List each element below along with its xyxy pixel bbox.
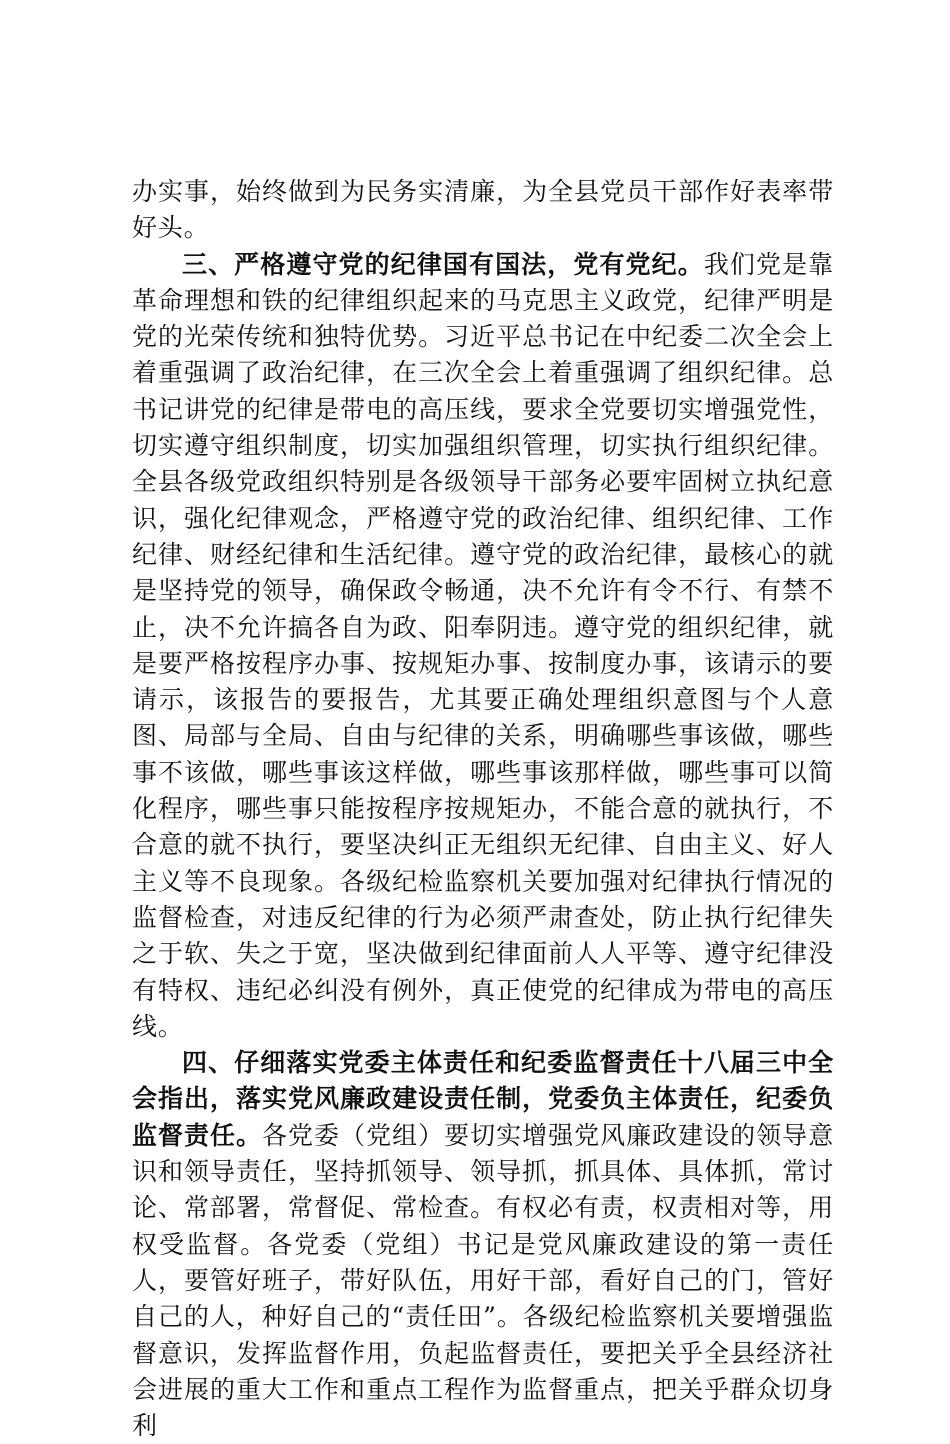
body-text — [132, 174, 834, 1444]
paragraph-text: 办实事，始终做到为民务实清廉，为全县党员干部作好表率带好头。 — [132, 177, 834, 243]
paragraph-section-three — [132, 247, 834, 1046]
paragraph-continuation — [132, 174, 834, 247]
section-heading: 三、严格遵守党的纪律国有国法，党有党纪。 — [182, 249, 704, 279]
paragraph-section-four — [132, 1045, 834, 1444]
paragraph-text: 我们党是靠革命理想和铁的纪律组织起来的马克思主义政党，纪律严明是党的光荣传统和独特优势。习近平总书记在中纪委二次全会上着重强调了政治纪律，在三次全会上着重强调了组织纪律。总书记讲党的纪律是带电的高压线，要求全党要切实增强党性，切实遵守组织制度，切实加强组织管理，切实执行组织纪律。全县各级党政组织特别是各级领导干部务必要牢固树立执纪意识，强化纪律观念，严格遵守党的政治纪律、组织纪律、工作纪律、财经纪律和生活纪律。遵守党的政治纪律，最核心的就是坚持党的领导，确保政令畅通，决不允许有令不行、有禁不止，决不允许搞各自为政、阳奉阴违。遵守党的组织纪律，就是要严格按程序办事、按规矩办事、按制度办事，该请示的要请示，该报告的要报告，尤其要正确处理组织意图与个人意图、局部与全局、自由与纪律的关系，明确哪些事该做，哪些事不该做，哪些事该这样做，哪些事该那样做，哪些事可以简化程序，哪些事只能按程序按规矩办，不能合意的就执行，不合意的就不执行，要坚决纠正无组织无纪律、自由主义、好人主义等不良现象。各级纪检监察机关要加强对纪律执行情况的监督检查，对违反纪律的行为必须严肃查处，防止执行纪律失之于软、失之于宽，坚决做到纪律面前人人平等、遵守纪律没有特权、违纪必纠没有例外，真正使党的纪律成为带电的高压线。 — [132, 249, 834, 1041]
section-heading: 四、仔细落实党委主体责任和纪委监督责任十八届三中全会指出，落实党风廉政建设责任制，党委负主体责任，纪委负监督责任。 — [132, 1048, 834, 1150]
paragraph-text: 各党委（党组）要切实增强党风廉政建设的领导意识和领导责任，坚持抓领导、领导抓，抓具体、具体抓，常讨论、常部署，常督促、常检查。有权必有责，权责相对等，用权受监督。各党委（党组）书记是党风廉政建设的第一责任人，要管好班子，带好队伍，用好干部，看好自己的门，管好自己的人，种好自己的“责任田”。各级纪检监察机关要增强监督意识，发挥监督作用，负起监督责任，要把关乎全县经济社会进展的重大工作和重点工程作为监督重点，把关乎群众切身利 — [132, 1120, 834, 1441]
